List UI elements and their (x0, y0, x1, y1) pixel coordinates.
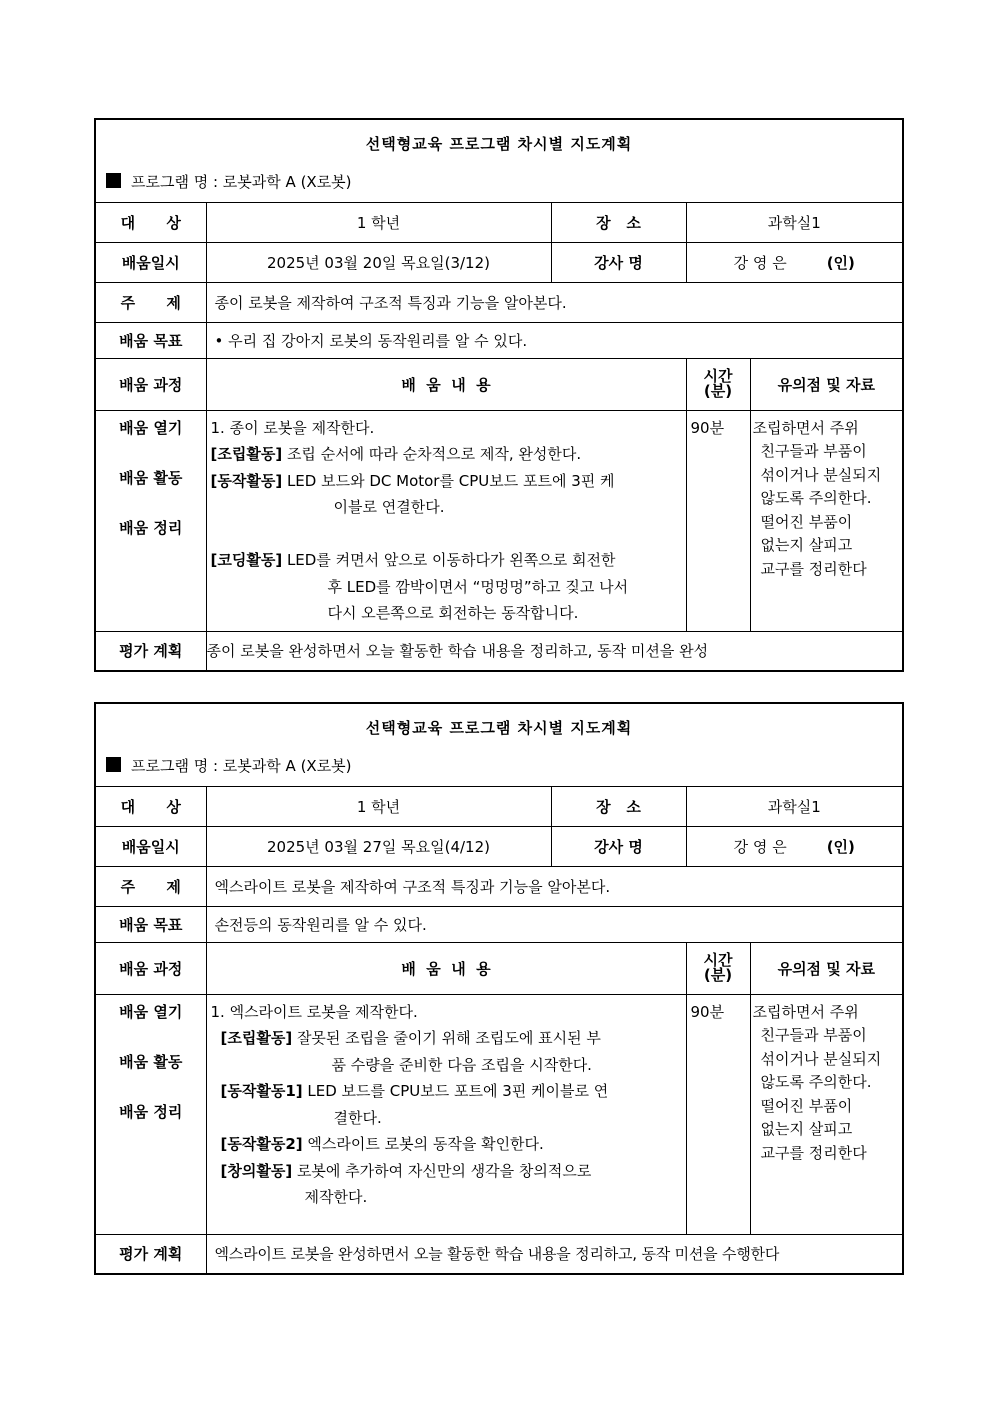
teacher-value: 강 영 은 (인) (686, 826, 903, 866)
place-label: 장 소 (551, 786, 686, 826)
phase-activity: 배움 활동 (119, 1052, 183, 1071)
phase-open: 배움 열기 (119, 1002, 183, 1021)
goal-value: 손전등의 동작원리를 알 수 있다. (206, 906, 903, 942)
teacher-label: 강사 명 (551, 242, 686, 282)
lesson-content: 1. 엑스라이트 로봇을 제작한다. [조립활동] 잘못된 조립을 줄이기 위해 조립도에 표시된 부 품 수량을 준비한 다음 조립을 시작한다. [동작활동1] LED 보드를 CPU보드 포트에 3핀 케이블로 연 결한다. [동작활동2] 엑스라이트 로봇의 동작을 확인한다. [창의활동] 로봇에 추가하여 자신만의 생각을 창의적으로 제작한다. (206, 994, 686, 1234)
target-label: 대 상 (95, 786, 206, 826)
notes-label: 유의점 및 자료 (750, 358, 903, 410)
square-bullet-icon (106, 173, 121, 188)
process-label: 배움 과정 (95, 942, 206, 994)
program-name: 프로그램 명 : 로봇과학 A (X로봇) (95, 746, 903, 786)
target-value: 1 학년 (206, 786, 551, 826)
phase-wrapup: 배움 정리 (119, 1102, 183, 1121)
time-label: 시간 (분) (686, 942, 750, 994)
topic-label: 주 제 (95, 866, 206, 906)
date-label: 배움일시 (95, 826, 206, 866)
time-value: 90분 (686, 410, 750, 631)
seal-mark: (인) (826, 837, 855, 856)
place-value: 과학실1 (686, 786, 903, 826)
content-label: 배 움 내 용 (206, 358, 686, 410)
date-value: 2025년 03월 27일 목요일(4/12) (206, 826, 551, 866)
process-label: 배움 과정 (95, 358, 206, 410)
eval-label: 평가 계획 (95, 1234, 206, 1274)
program-name: 프로그램 명 : 로봇과학 A (X로봇) (95, 162, 903, 202)
time-value: 90분 (686, 994, 750, 1234)
notes-label: 유의점 및 자료 (750, 942, 903, 994)
date-label: 배움일시 (95, 242, 206, 282)
teacher-value: 강 영 은 (인) (686, 242, 903, 282)
phase-activity: 배움 활동 (119, 468, 183, 487)
teacher-label: 강사 명 (551, 826, 686, 866)
phase-wrapup: 배움 정리 (119, 518, 183, 537)
topic-label: 주 제 (95, 282, 206, 322)
lesson-content: 1. 종이 로봇을 제작한다. [조립활동] 조립 순서에 따라 순차적으로 제작, 완성한다. [동작활동] LED 보드와 DC Motor를 CPU보드 포트에 3핀 케 이블로 연결한다. [코딩활동] LED를 켜면서 앞으로 이동하다가 왼쪽으로 회전한 후 LED를 깜박이면서 “멍멍멍”하고 짖고 나서 다시 오른쪽으로 회전하는 동작합니다. (206, 410, 686, 631)
topic-value: 종이 로봇을 제작하여 구조적 특징과 기능을 알아본다. (206, 282, 903, 322)
plan-title: 선택형교육 프로그램 차시별 지도계획 (95, 119, 903, 162)
plan-title: 선택형교육 프로그램 차시별 지도계획 (95, 703, 903, 746)
goal-value: • 우리 집 강아지 로봇의 동작원리를 알 수 있다. (206, 322, 903, 358)
phase-list (95, 994, 206, 1234)
eval-value: 종이 로봇을 완성하면서 오늘 활동한 학습 내용을 정리하고, 동작 미션을 완성 (206, 631, 903, 671)
notes-list: 조립하면서 주위 친구들과 부품이 섞이거나 분실되지 않도록 주의한다. 떨어진 부품이 없는지 살피고 교구를 정리한다 (750, 410, 903, 631)
notes-list: 조립하면서 주위 친구들과 부품이 섞이거나 분실되지 않도록 주의한다. 떨어진 부품이 없는지 살피고 교구를 정리한다 (750, 994, 903, 1234)
time-label: 시간 (분) (686, 358, 750, 410)
square-bullet-icon (106, 757, 121, 772)
lesson-plan-table-2 (94, 702, 904, 1275)
phase-open: 배움 열기 (119, 418, 183, 437)
place-value: 과학실1 (686, 202, 903, 242)
goal-label: 배움 목표 (95, 322, 206, 358)
eval-label: 평가 계획 (95, 631, 206, 671)
seal-mark: (인) (826, 253, 855, 272)
target-label: 대 상 (95, 202, 206, 242)
lesson-plan-table-1 (94, 118, 904, 672)
place-label: 장 소 (551, 202, 686, 242)
date-value: 2025년 03월 20일 목요일(3/12) (206, 242, 551, 282)
content-label: 배 움 내 용 (206, 942, 686, 994)
target-value: 1 학년 (206, 202, 551, 242)
eval-value: 엑스라이트 로봇을 완성하면서 오늘 활동한 학습 내용을 정리하고, 동작 미션을 수행한다 (206, 1234, 903, 1274)
topic-value: 엑스라이트 로봇을 제작하여 구조적 특징과 기능을 알아본다. (206, 866, 903, 906)
phase-list (95, 410, 206, 631)
goal-label: 배움 목표 (95, 906, 206, 942)
